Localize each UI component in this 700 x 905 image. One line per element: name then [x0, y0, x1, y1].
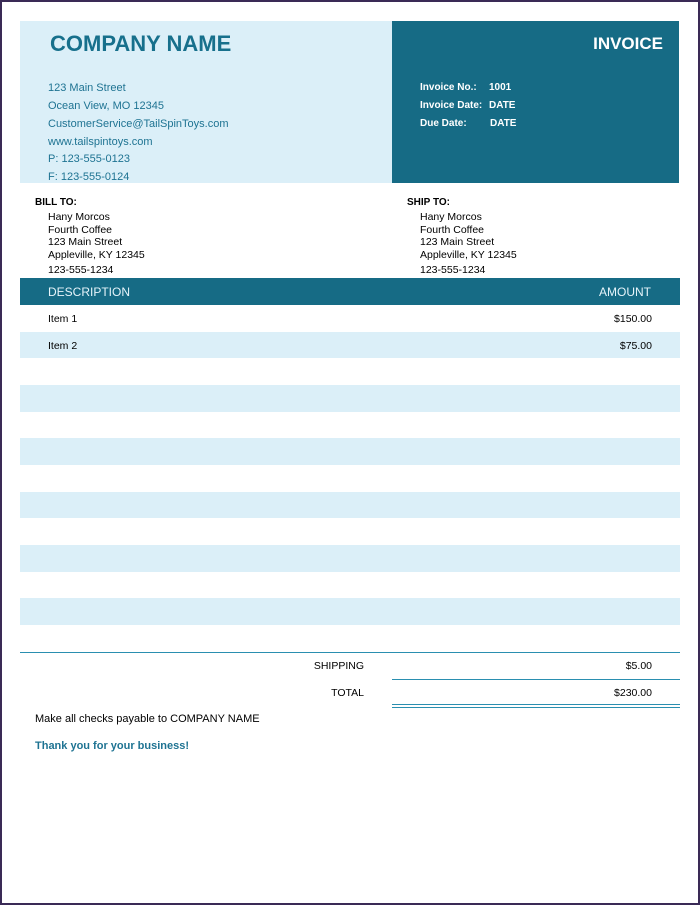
- invoice-number-label: Invoice No.:: [420, 82, 477, 93]
- table-row: [20, 305, 680, 332]
- bill-to-line: Hany Morcos: [48, 211, 110, 223]
- table-row: [20, 385, 680, 412]
- invoice-date-value: DATE: [489, 100, 516, 111]
- shipping-rule: [392, 679, 680, 680]
- bill-to-line: Fourth Coffee: [48, 224, 113, 236]
- invoice-title: INVOICE: [593, 34, 663, 53]
- table-row: [20, 545, 680, 572]
- item-description: Item 2: [48, 340, 78, 352]
- total-double-rule-bottom: [392, 707, 680, 708]
- amount-column-header: AMOUNT: [599, 285, 651, 299]
- bill-to-label: BILL TO:: [35, 197, 77, 208]
- ship-to-line: Fourth Coffee: [420, 224, 485, 236]
- table-row: [20, 465, 680, 492]
- invoice-date-label: Invoice Date:: [420, 100, 483, 111]
- payable-note: Make all checks payable to COMPANY NAME: [35, 713, 260, 725]
- table-row: [20, 572, 680, 599]
- company-email: CustomerService@TailSpinToys.com: [48, 118, 229, 130]
- item-description: Item 1: [48, 313, 78, 325]
- bill-to-line: Appleville, KY 12345: [48, 249, 145, 261]
- description-column-header: DESCRIPTION: [48, 285, 131, 299]
- company-address-line: 123 Main Street: [48, 82, 126, 94]
- item-amount: $150.00: [614, 313, 652, 325]
- company-address-line: Ocean View, MO 12345: [48, 100, 164, 112]
- shipping-value: $5.00: [625, 660, 652, 672]
- total-label: TOTAL: [331, 687, 364, 699]
- bill-to-line: 123-555-1234: [48, 264, 114, 276]
- ship-to-line: 123-555-1234: [420, 264, 486, 276]
- shipping-label: SHIPPING: [313, 660, 364, 672]
- table-bottom-rule: [20, 652, 680, 653]
- invoice-number-value: 1001: [489, 82, 512, 93]
- thank-you-note: Thank you for your business!: [35, 740, 190, 752]
- total-double-rule-top: [392, 704, 680, 705]
- due-date-value: DATE: [490, 118, 517, 129]
- ship-to-line: Appleville, KY 12345: [420, 249, 517, 261]
- company-fax: F: 123-555-0124: [48, 171, 130, 183]
- bill-to-line: 123 Main Street: [48, 236, 123, 248]
- table-row: [20, 332, 680, 359]
- total-value: $230.00: [614, 687, 652, 699]
- company-name: COMPANY NAME: [50, 31, 232, 56]
- company-website: www.tailspintoys.com: [48, 136, 153, 148]
- ship-to-line: Hany Morcos: [420, 211, 482, 223]
- table-row: [20, 518, 680, 545]
- due-date-label: Due Date:: [420, 118, 467, 129]
- table-row: [20, 598, 680, 625]
- ship-to-line: 123 Main Street: [420, 236, 495, 248]
- ship-to-label: SHIP TO:: [407, 197, 450, 208]
- item-amount: $75.00: [619, 340, 652, 352]
- table-row: [20, 492, 680, 519]
- table-row: [20, 438, 680, 465]
- table-row: [20, 412, 680, 439]
- table-row: [20, 358, 680, 385]
- company-phone: P: 123-555-0123: [48, 153, 130, 165]
